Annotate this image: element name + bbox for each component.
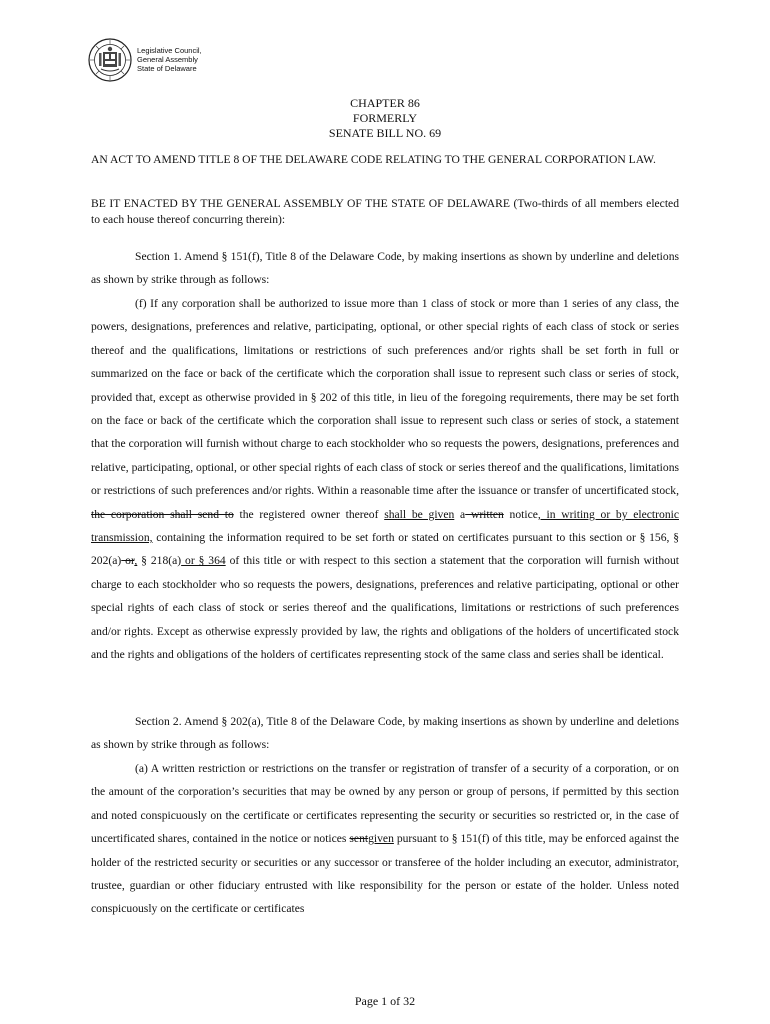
inserted-text: , in writing or by electronic transmission, <box>91 507 679 545</box>
organization-name <box>137 46 202 73</box>
page-number: Page 1 of 32 <box>354 994 416 1008</box>
text-run: (a) A written restriction or restrictions on the transfer or registration of transfer of a security of a corporation, or on the amount of the corporation’s securities that may be owned by any person or group of persons, if permitted by this section and noted conspicuously on the certificate or certificates representing the security or securities so restricted or, in the case of uncertificated shares, contained in the notice or notices <box>91 762 679 846</box>
text-run: of this title or with respect to this section a statement that the corporation will furnish without charge to each stockholder who so requests the powers, designations, preferences and relative participating, optional or other special rights of each class of stock or series thereof and the qualifications, limitations or restrictions of such preferences and/or rights. Except as otherwise expressly provided by law, the rights and obligations of the holders of uncertificated stock and the rights and obligations of the holders of certificates representing stock of the same class and series shall be identical. <box>91 554 679 662</box>
text-run: (f) If any corporation shall be authorized to issue more than 1 class of stock or more than 1 series of any class, the powers, designations, preferences and relative, participating, optional, or other special rights of each class of stock or series thereof and the qualifications, limitations or restrictions of such preferences and/or rights shall be set forth in full or summarized on the face or back of the certificate which the corporation shall issue to represent such class or series of stock, provided that, except as otherwise provided in § 202 of this title, in lieu of the foregoing requirements, there may be set forth on the face or back of the certificate which the corporation shall issue to represent such class or series of stock, a statement that the corporation will furnish without charge to each stockholder who so requests the powers, designations, preferences and relative, participating, optional, or other special rights of each class of stock or series thereof and the qualifications, limitations or restrictions of such preferences and/or rights. Within a reasonable time after the issuance or transfer of uncertificated stock, <box>91 297 679 498</box>
deleted-text: the corporation shall send to <box>91 507 234 521</box>
enacting-clause: BE IT ENACTED BY THE GENERAL ASSEMBLY OF THE STATE OF DELAWARE (Two-thirds of all members elected to each house thereof concurring therein): <box>91 197 679 226</box>
inserted-text: , <box>134 554 138 568</box>
chapter-heading <box>0 96 770 141</box>
section-2-amended-text <box>91 757 679 921</box>
section-1-amended-text <box>91 292 679 667</box>
text-run: pursuant to § 151(f) of this title, may be enforced against the holder of the restricted security or securities or any successor or transferee of the holder including an executor, administrator, trustee, guardian or other fiduciary entrusted with like responsibility for the person or estate of the holder. Unless noted conspicuously on the certificate or certificates <box>91 832 679 916</box>
inserted-text: given <box>368 832 394 846</box>
text-run: § 218(a) <box>137 554 182 568</box>
section-2-intro: Section 2. Amend § 202(a), Title 8 of the Delaware Code, by making insertions as shown by underline and deletions as shown by strike through as follows: <box>91 715 679 752</box>
delaware-seal-icon <box>88 38 132 82</box>
inserted-text: shall be given <box>384 507 455 521</box>
org-line-3: State of Delaware <box>137 64 197 73</box>
text-run: a <box>454 507 466 521</box>
text-run: the registered owner thereof <box>233 507 385 521</box>
org-line-2: General Assembly <box>137 55 198 64</box>
bill-number: SENATE BILL NO. 69 <box>328 126 442 140</box>
chapter-number: CHAPTER 86 <box>350 96 420 110</box>
text-run: containing the information required to be set forth or stated on certificates pursuant to this section or § 156, § 202(a) <box>91 531 679 568</box>
org-line-1: Legislative Council, <box>137 46 202 55</box>
deleted-text: written <box>465 507 504 521</box>
section-1-intro: Section 1. Amend § 151(f), Title 8 of the Delaware Code, by making insertions as shown by underline and deletions as shown by strike through as follows: <box>91 250 679 287</box>
act-title: AN ACT TO AMEND TITLE 8 OF THE DELAWARE CODE RELATING TO THE GENERAL CORPORATION LAW. <box>91 153 656 166</box>
deleted-text: or <box>121 554 135 568</box>
deleted-text: sent <box>349 832 369 846</box>
formerly-label: FORMERLY <box>352 111 418 125</box>
inserted-text: or § 364 <box>181 554 226 568</box>
text-run: notice <box>503 507 538 521</box>
